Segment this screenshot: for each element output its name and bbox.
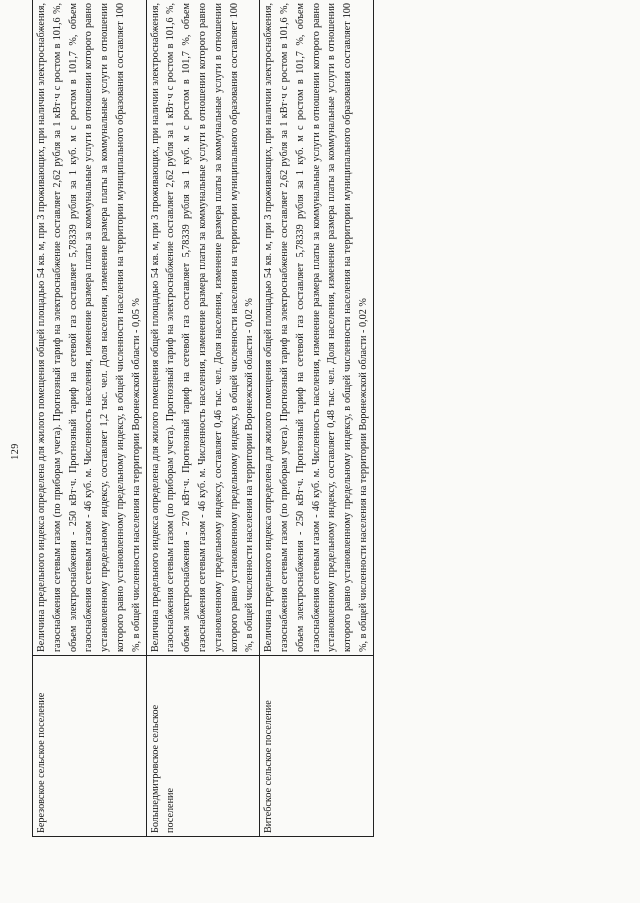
settlement-description: Величина предельного индекса определена для жилого помещения общей площадью 54 кв. м, при 3 проживающих, при наличии электроснабжения, газоснабжения сетевым газом (по приборам учета). Прогнозный тариф на электроснабжение составляет 2,62 рубля за 1 кВт·ч с ростом в 101,6 %, объем электроснабжения - 270 кВт·ч. Прогнозный тариф на сетевой газ составляет 5,78339 рубля за 1 куб. м с ростом в 101,7 %, объем газоснабжения сетевым газом - 46 куб. м. Численность населения, изменение размера платы за коммунальные услуги в отношении которого равно установленному предельному индексу, составляет 0,46 тыс. чел. Доля населения, изменение размера платы за коммунальные услуги в отношении которого равно установленному предельному индексу, в общей численности населения на территории муниципального образования составляет 100 %, в общей численности населения на территории Воронежской области - 0,02 % <box>146 0 260 656</box>
table-row <box>260 0 374 837</box>
table-row <box>146 0 260 837</box>
settlement-description: Величина предельного индекса определена для жилого помещения общей площадью 54 кв. м, при 3 проживающих, при наличии электроснабжения, газоснабжения сетевым газом (по приборам учета). Прогнозный тариф на электроснабжение составляет 2,62 рубля за 1 кВт·ч с ростом в 101,6 %, объем электроснабжения - 250 кВт·ч. Прогнозный тариф на сетевой газ составляет 5,78339 рубля за 1 куб. м с ростом в 101,7 %, объем газоснабжения сетевым газом - 46 куб. м. Численность населения, изменение размера платы за коммунальные услуги в отношении которого равно установленному предельному индексу, составляет 0,48 тыс. чел. Доля населения, изменение размера платы за коммунальные услуги в отношении которого равно установленному предельному индексу, в общей численности населения на территории муниципального образования составляет 100 %, в общей численности населения на территории Воронежской области - 0,02 % <box>260 0 374 656</box>
settlement-name: Большедмитровское сельское поселение <box>146 656 260 837</box>
settlement-name: Березовское сельское поселение <box>33 656 147 837</box>
page-number: 129 <box>10 443 21 460</box>
settlements-table <box>32 0 374 837</box>
settlement-description: Величина предельного индекса определена для жилого помещения общей площадью 54 кв. м, при 3 проживающих, при наличии электроснабжения, газоснабжения сетевым газом (по приборам учета). Прогнозный тариф на электроснабжение составляет 2,62 рубля за 1 кВт·ч с ростом в 101,6 %, объем электроснабжения - 250 кВт·ч. Прогнозный тариф на сетевой газ составляет 5,78339 рубля за 1 куб. м с ростом в 101,7 %, объем газоснабжения сетевым газом - 46 куб. м. Численность населения, изменение размера платы за коммунальные услуги в отношении которого равно установленному предельному индексу, составляет 1,2 тыс. чел. Доля населения, изменение размера платы за коммунальные услуги в отношении которого равно установленному предельному индексу, в общей численности населения на территории муниципального образования составляет 100 %, в общей численности населения на территории Воронежской области - 0,05 % <box>33 0 147 656</box>
table-row <box>33 0 147 837</box>
settlement-name: Витебское сельское поселение <box>260 656 374 837</box>
